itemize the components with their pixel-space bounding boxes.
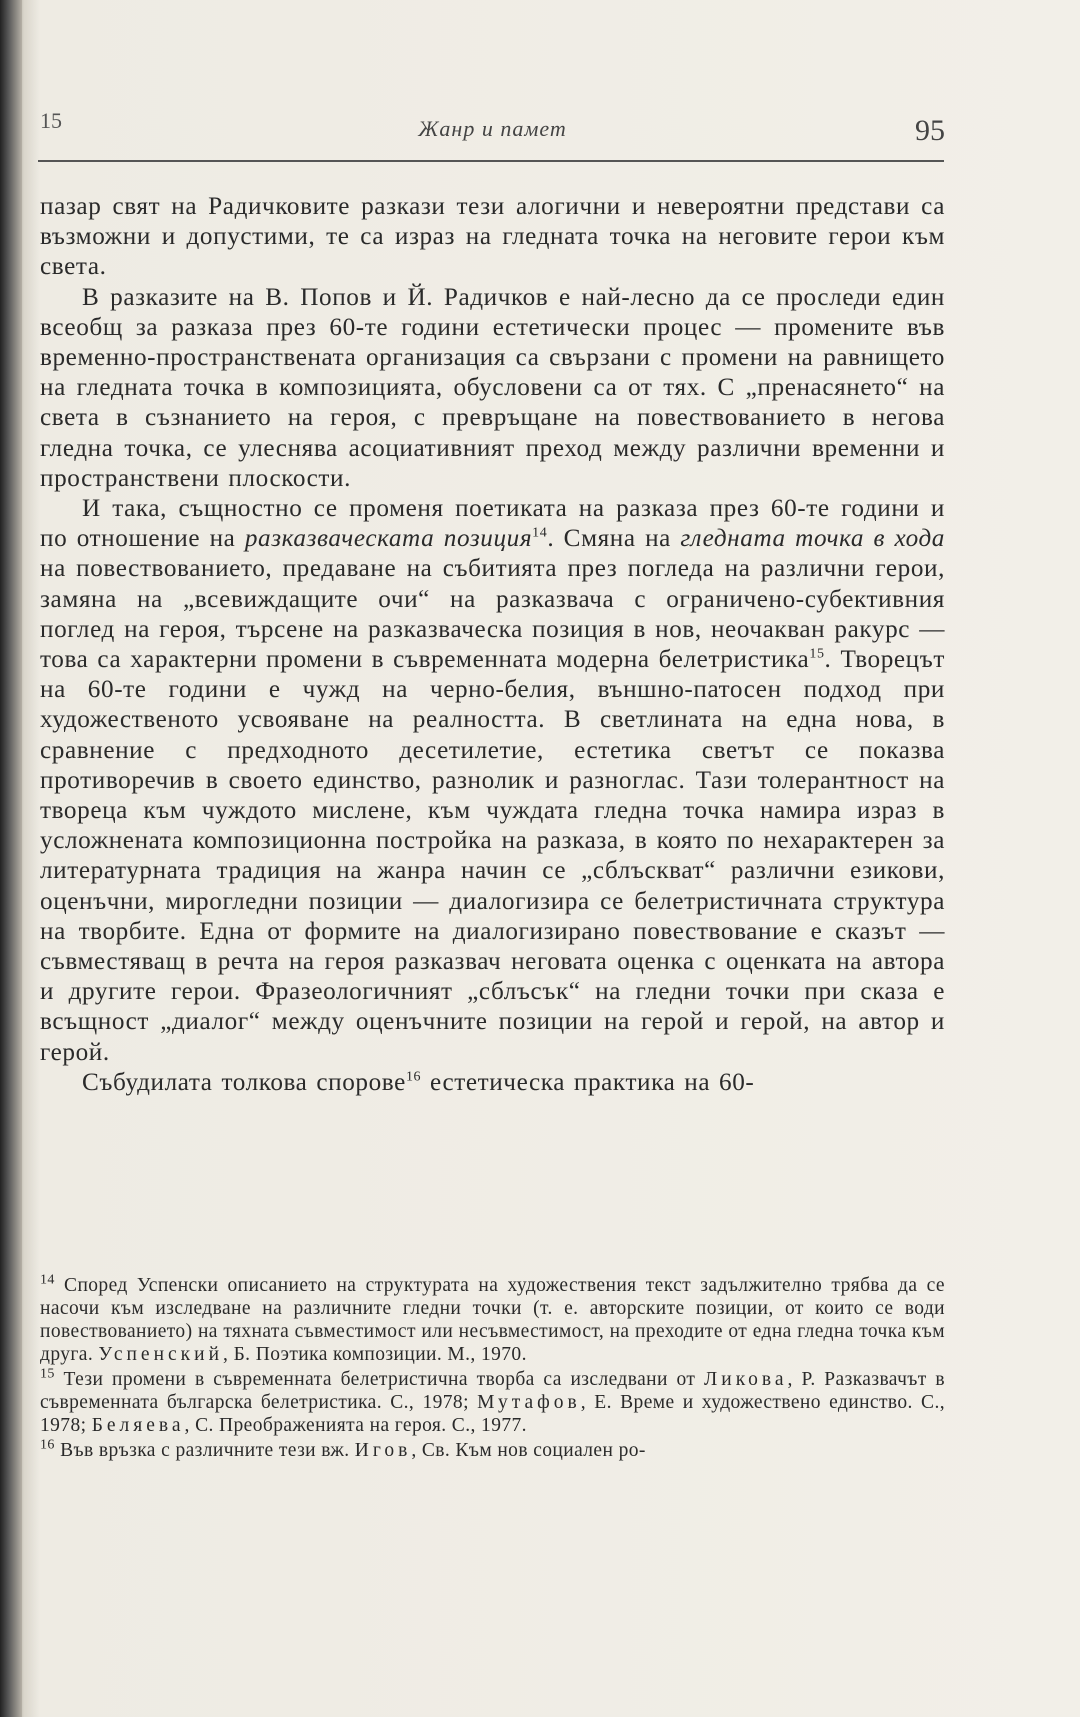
footnote-author: Мутафов [477, 1392, 581, 1413]
book-spine-shadow [0, 0, 22, 1717]
footnote-text: , Е. Време и художествено единство. С., 1978; [40, 1392, 945, 1436]
footnotes [40, 1274, 945, 1462]
emphasis-narrative-position: разказваческата позиция [244, 525, 533, 553]
paragraph-3-text-c: на повествованието, предаване на събитията през погледа на различни герои, замяна на „всевиждащите очи“ на разказвача с ограничено-субективния поглед на героя, търсене на разказваческа позиция в нов, неочакван ракурс — това са характерни промени в съвременната модерна белетристика [40, 555, 945, 674]
paragraph-1: пазар свят на Радичковите разкази тези алогични и невероятни представи са възможни и допустими, те са израз на гледната точка на неговите герои към света. [40, 193, 945, 281]
footnote-number: 16 [40, 1437, 55, 1453]
signature-mark: 15 [40, 108, 62, 133]
footnote-text: Във връзка с различните тези вж. [60, 1440, 355, 1461]
page-number: 95 [915, 114, 945, 147]
footnote-16 [40, 1439, 945, 1462]
footnote-author: Ликова [704, 1369, 788, 1390]
paragraph-3-text-b: . Смяна на [547, 525, 681, 553]
footnote-text: Тези промени в съвременната белетристична творба са изследвани от [63, 1369, 705, 1390]
footnote-text: , Св. Към нов социален ро- [411, 1440, 646, 1461]
footnote-text: Според Успенски описанието на структурата на художествения текст задължително трябва да се насочи към изследване на различните гледни точки (т. е. авторските позиции, от които се води повествованието) на тяхната съвместимост или несъвместимост, на преходите от една гледна точка към друга. [40, 1275, 945, 1365]
running-title: Жанр и памет [418, 116, 567, 141]
paragraph-4-text-b: естетическа практика на 60- [421, 1068, 755, 1096]
footnote-15 [40, 1368, 945, 1437]
footnote-ref-14: 14 [532, 525, 548, 541]
paragraph-2: В разказите на В. Попов и Й. Радичков е най-лесно да се проследи един всеобщ за разказа през 60-те години естетически процес — промените във временно-пространствената организация са свързани с промени на равнището на гледната точка в композицията, обусловени са от тях. С „пренасянето“ на света в съзнанието на героя, с превръщане на повествованието в негова гледна точка, се улеснява асоциативният преход между различни временни и пространствени плоскости. [40, 283, 945, 492]
paragraph-3 [40, 494, 945, 1068]
footnote-author: Успенский [98, 1344, 224, 1365]
paragraph-3-text-d: . Творецът на 60-те години е чужд на черно-белия, външно-патосен подход при художественото усвояване на реалността. В светлината на една нова, в сравнение с предходното десетилетие, естетика светът се показва противоречив в своето единство, разнолик и разноглас. Тази толерантност на твореца към чуждото мислене, към чуждата гледна точка намира израз в усложнената композиционна постройка на разказа, в която по нехарактерен за литературната традиция на жанра начин се „сблъскват“ различни езикови, оценъчни, мирогледни позиции — диалогизира се белетристичната структура на творбите. Една от формите на диалогизирано повествование е сказът — съвместяващ в речта на героя разказвач неговата оценка с оценката на автора и другите герои. Фразеологичният „сблъсък“ на гледни точки при сказа е всъщност „диалог“ между оценъчните позиции на герой и герой, на автор и герой. [40, 646, 945, 1066]
paragraph-3-text-a: И така, същностно се променя поетиката на разказа през 60-те години и по отношение на [40, 495, 945, 553]
footnote-ref-15: 15 [809, 646, 825, 662]
paragraph-4-text-a: Събудилата толкова спорове [82, 1068, 406, 1096]
main-text [40, 192, 945, 1098]
emphasis-point-of-view: гледната точка в хода [680, 525, 946, 553]
footnote-text: , Р. Разказвачът в съвременната българска белетристика. С., 1978; [40, 1369, 945, 1413]
header-rule [38, 160, 944, 162]
footnote-author: Беляева [91, 1415, 185, 1436]
footnote-14 [40, 1274, 945, 1366]
footnote-number: 15 [40, 1366, 55, 1382]
footnote-number: 14 [40, 1272, 55, 1288]
paragraph-4 [40, 1068, 945, 1098]
footnote-ref-16: 16 [405, 1069, 422, 1085]
footnote-author: Игов [354, 1440, 412, 1461]
page-header [40, 108, 945, 158]
footnote-text: , Б. Поэтика композиции. М., 1970. [223, 1344, 527, 1365]
footnote-text: , С. Преображенията на героя. С., 1977. [184, 1415, 527, 1436]
